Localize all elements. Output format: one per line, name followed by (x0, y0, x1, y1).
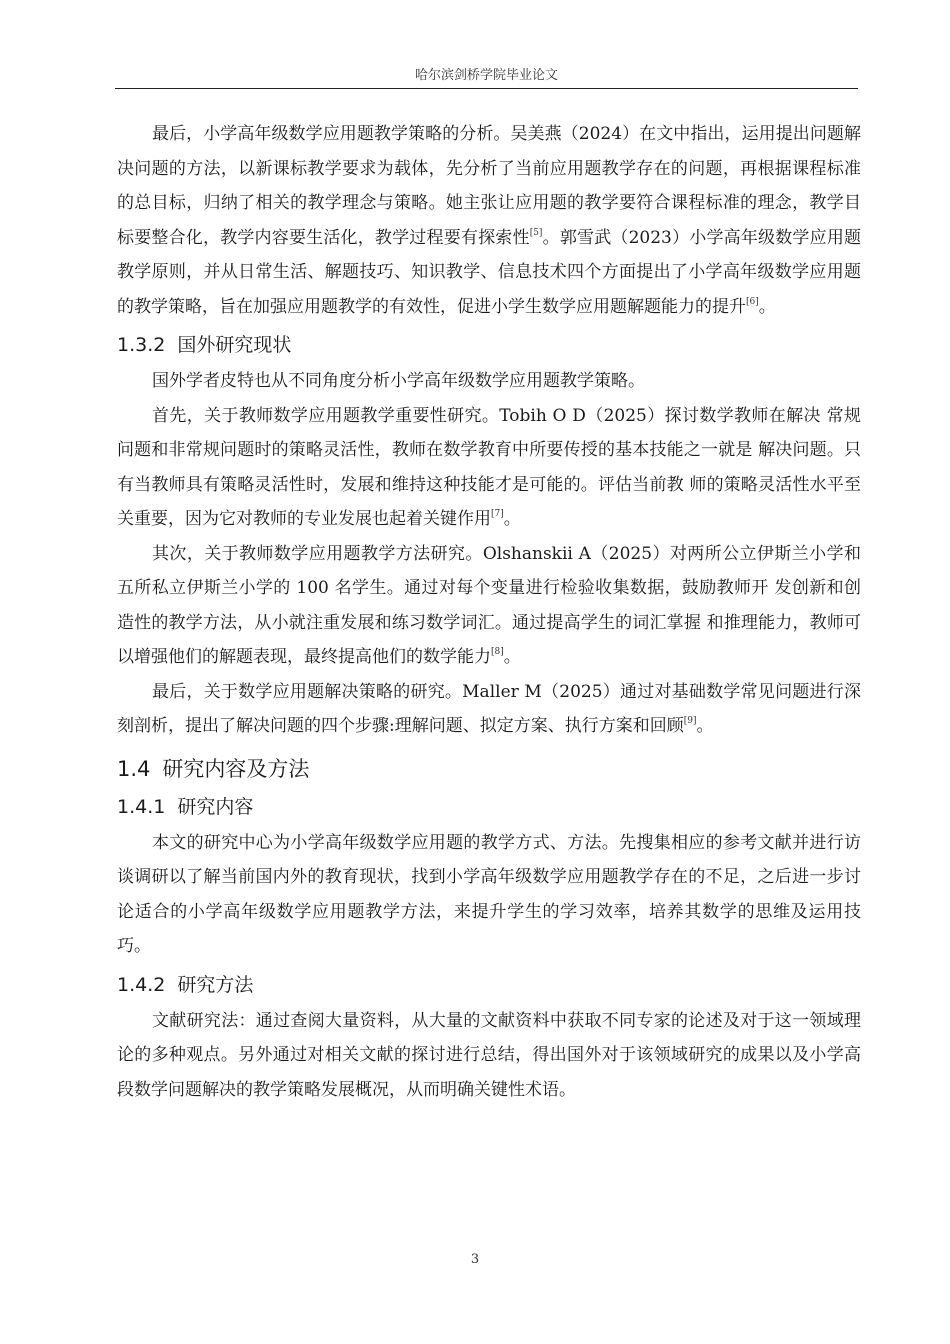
page-body (117, 117, 861, 1107)
running-header: 哈尔滨剑桥学院毕业论文 (414, 68, 558, 83)
section-number: 1.4.1 (117, 795, 166, 818)
paragraph-text: 本文的研究中心为小学高年级数学应用题的教学方式、方法。先搜集相应的参考文献并进行访谈调研以了解当前国内外的教育现状，找到小学高年级数学应用题教学存在的不足，之后进一步讨论适合的小学高年级数学应用题教学方法，来提升学生的学习效率，培养其数学的思维及运用技巧。 (117, 832, 861, 956)
paragraph-text: 。 (696, 716, 714, 736)
section-heading-1-4-2 (117, 970, 861, 1000)
paragraph-research-method (117, 1004, 861, 1108)
section-heading-1-3-2 (117, 330, 861, 360)
section-number: 1.4 (117, 756, 151, 781)
paragraph-foreign-intro (117, 364, 861, 399)
paragraph-teaching-method (117, 537, 861, 675)
paragraph-text: 。 (503, 509, 521, 529)
paragraph-text: 最后，关于数学应用题解决策略的研究。Maller M（2025）通过对基础数学常见问题进行深刻剖析，提出了解决问题的四个步骤:理解问题、拟定方案、执行方案和回顾 (117, 681, 861, 736)
section-title: 研究内容 (177, 795, 254, 818)
paragraph-text: 国外学者皮特也从不同角度分析小学高年级数学应用题教学策略。 (152, 371, 645, 391)
section-number: 1.4.2 (117, 973, 166, 996)
section-title: 国外研究现状 (177, 334, 292, 356)
paragraph-text: 文献研究法：通过查阅大量资料，从大量的文献资料中获取不同专家的论述及对于这一领域理论的多种观点。另外通过对相关文献的探讨进行总结，得出国外对于该领域研究的成果以及小学高段数学问题解决的教学策略发展概况，从而明确关键性术语。 (117, 1010, 861, 1100)
paragraph-text: 。郭雪武（2023）小学高年级数学应用题教学原则，并从日常生活、解题技巧、知识教学、信息技术四个方面提出了小学高年级数学应用题的教学策略，旨在加强应用题教学的有效性，促进小学生数学应用题解题能力的提升 (117, 227, 862, 317)
citation: [7] (491, 509, 504, 519)
paragraph-text: 。 (758, 296, 776, 317)
paragraph-teacher-importance (117, 399, 861, 537)
paragraph-text: 最后，小学高年级数学应用题教学策略的分析。吴美燕（2024）在文中指出，运用提出问题解决问题的方法，以新课标教学要求为载体，先分析了当前应用题教学存在的问题，再根据课程标准的总目标，归纳了相关的教学理念与策略。她主张让应用题的教学要符合课程标准的理念，教学目标要整合化，教学内容要生活化，教学过程要有探索性 (117, 124, 861, 248)
paragraph-text: 其次，关于教师数学应用题教学方法研究。Olshanskii A（2025）对两所公立伊斯兰小学和五所私立伊斯兰小学的 100 名学生。通过对每个变量进行检验收集数据，鼓励教师开 发创新和创造性的教学方法，从小就注重发展和练习数学词汇。通过提高学生的词汇掌握 和推理能力，教师可以增强他们的解题表现，最终提高他们的数学能力 (117, 543, 861, 667)
citation: [8] (491, 647, 504, 657)
section-title: 研究内容及方法 (162, 756, 310, 781)
page-number: 3 (470, 1252, 480, 1267)
section-title: 研究方法 (177, 973, 254, 996)
section-heading-1-4 (117, 752, 861, 786)
citation: [6] (746, 296, 759, 307)
paragraph-research-content (117, 826, 861, 964)
citation: [9] (683, 716, 697, 726)
section-number: 1.3.2 (117, 334, 166, 356)
paragraph-text: 首先，关于教师数学应用题教学重要性研究。Tobih O D（2025）探讨数学教师在解决 常规问题和非常规问题时的策略灵活性，教师在数学教育中所要传授的基本技能之一就是 解决问题。只有当教师具有策略灵活性时，发展和维持这种技能才是可能的。评估当前教 师的策略灵活性水平至关重要，因为它对教师的专业发展也起着关键作用 (117, 405, 861, 529)
paragraph-solving-strategy (117, 675, 861, 744)
paragraph-text: 。 (503, 647, 521, 667)
header-rule (115, 88, 858, 89)
citation: [5] (529, 227, 543, 238)
paragraph-domestic-strategy (117, 117, 861, 324)
section-heading-1-4-1 (117, 792, 861, 822)
